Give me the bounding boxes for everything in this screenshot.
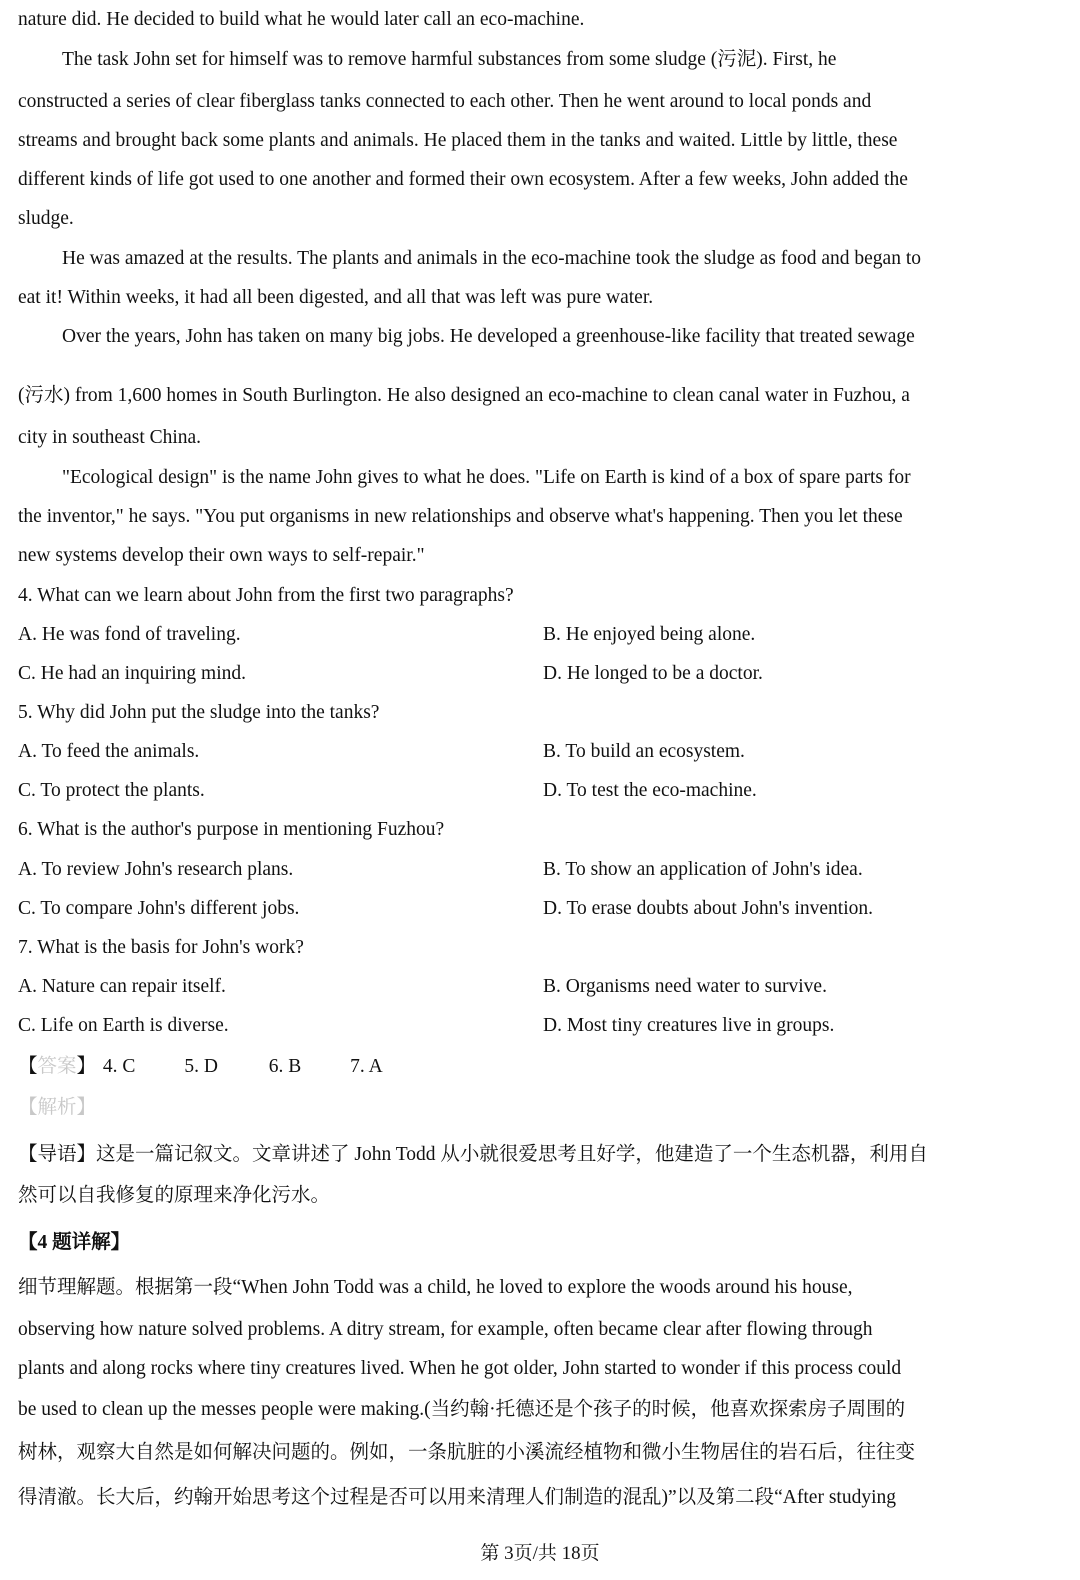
- passage-line: new systems develop their own ways to self-repair.": [18, 545, 425, 566]
- passage-line: the inventor," he says. "You put organisms in new relationships and observe what's happening. Then you let these: [18, 506, 903, 527]
- question-stem: 6. What is the author's purpose in mentioning Fuzhou?: [18, 819, 445, 840]
- option-d: D. He longed to be a doctor.: [543, 663, 763, 684]
- option-d: D. To erase doubts about John's invention.: [543, 898, 874, 919]
- option-d: D. To test the eco-machine.: [543, 780, 757, 801]
- analysis-line: 树林，观察大自然是如何解决问题的。例如，一条肮脏的小溪流经植物和微小生物居住的岩石后，往往变: [18, 1442, 916, 1463]
- option-c: C. He had an inquiring mind.: [18, 663, 247, 684]
- passage-line: (污水) from 1,600 homes in South Burlington. He also designed an eco-machine to clean canal water in Fuzhou, a: [18, 385, 910, 406]
- question-stem: 7. What is the basis for John's work?: [18, 937, 304, 958]
- analysis-line: observing how nature solved problems. A ditry stream, for example, often became clear after flowing through: [18, 1319, 873, 1340]
- passage-line: Over the years, John has taken on many big jobs. He developed a greenhouse-like facility that treated sewage: [62, 326, 915, 347]
- answer-5: 5. D: [184, 1056, 218, 1077]
- option-b: B. He enjoyed being alone.: [543, 624, 756, 645]
- passage-line: eat it! Within weeks, it had all been digested, and all that was left was pure water.: [18, 287, 654, 308]
- question-stem: 5. Why did John put the sludge into the tanks?: [18, 702, 380, 723]
- option-a: A. To feed the animals.: [18, 741, 200, 762]
- option-a: A. He was fond of traveling.: [18, 624, 241, 645]
- answer-bracket-close: 】: [76, 1056, 97, 1077]
- guide-line: 【导语】这是一篇记叙文。文章讲述了 John Todd 从小就很爱思考且好学，他建造了一个生态机器，利用自: [18, 1144, 928, 1165]
- answer-4: 4. C: [102, 1056, 136, 1077]
- option-c: C. Life on Earth is diverse.: [18, 1015, 229, 1036]
- option-a: A. To review John's research plans.: [18, 859, 294, 880]
- passage-line: "Ecological design" is the name John gives to what he does. "Life on Earth is kind of a box of spare parts for: [62, 467, 911, 488]
- passage-line: different kinds of life got used to one another and formed their own ecosystem. After a few weeks, John added the: [18, 169, 908, 190]
- passage-line: streams and brought back some plants and animals. He placed them in the tanks and waited. Little by little, these: [18, 130, 898, 151]
- option-d: D. Most tiny creatures live in groups.: [543, 1015, 835, 1036]
- analysis-line: 得清澈。长大后，约翰开始思考这个过程是否可以用来清理人们制造的混乱)”以及第二段“After studying: [18, 1487, 896, 1508]
- answer-key: [18, 1055, 383, 1079]
- passage-line: nature did. He decided to build what he would later call an eco-machine.: [18, 9, 585, 30]
- analysis-line: 细节理解题。根据第一段“When John Todd was a child, he loved to explore the woods around his house,: [18, 1277, 853, 1298]
- answer-label: 答案: [37, 1056, 77, 1077]
- passage-line: He was amazed at the results. The plants and animals in the eco-machine took the sludge as food and began to: [62, 248, 921, 269]
- analysis-line: be used to clean up the messes people were making.(当约翰·托德还是个孩子的时候，他喜欢探索房子周围的: [18, 1399, 906, 1420]
- answer-7: 7. A: [350, 1056, 383, 1077]
- analysis-line: plants and along rocks where tiny creatures lived. When he got older, John started to wonder if this process could: [18, 1358, 902, 1379]
- answer-bracket-open: 【: [18, 1056, 38, 1077]
- option-c: C. To compare John's different jobs.: [18, 898, 300, 919]
- guide-line: 然可以自我修复的原理来净化污水。: [18, 1185, 331, 1206]
- option-a: A. Nature can repair itself.: [18, 976, 226, 997]
- passage-line: city in southeast China.: [18, 427, 202, 448]
- analysis-label: 【解析】: [18, 1097, 97, 1118]
- q4-heading: 【4 题详解】: [18, 1232, 131, 1253]
- option-b: B. To build an ecosystem.: [543, 741, 745, 762]
- passage-line: sludge.: [18, 208, 74, 229]
- passage-line: constructed a series of clear fiberglass tanks connected to each other. Then he went around to local ponds and: [18, 91, 872, 112]
- question-stem: 4. What can we learn about John from the first two paragraphs?: [18, 585, 514, 606]
- answer-6: 6. B: [268, 1056, 302, 1077]
- option-b: B. Organisms need water to survive.: [543, 976, 827, 997]
- page-number: 第 3页/共 18页: [480, 1543, 600, 1564]
- option-c: C. To protect the plants.: [18, 780, 205, 801]
- option-b: B. To show an application of John's idea.: [543, 859, 863, 880]
- passage-line: The task John set for himself was to remove harmful substances from some sludge (污泥). First, he: [62, 49, 837, 70]
